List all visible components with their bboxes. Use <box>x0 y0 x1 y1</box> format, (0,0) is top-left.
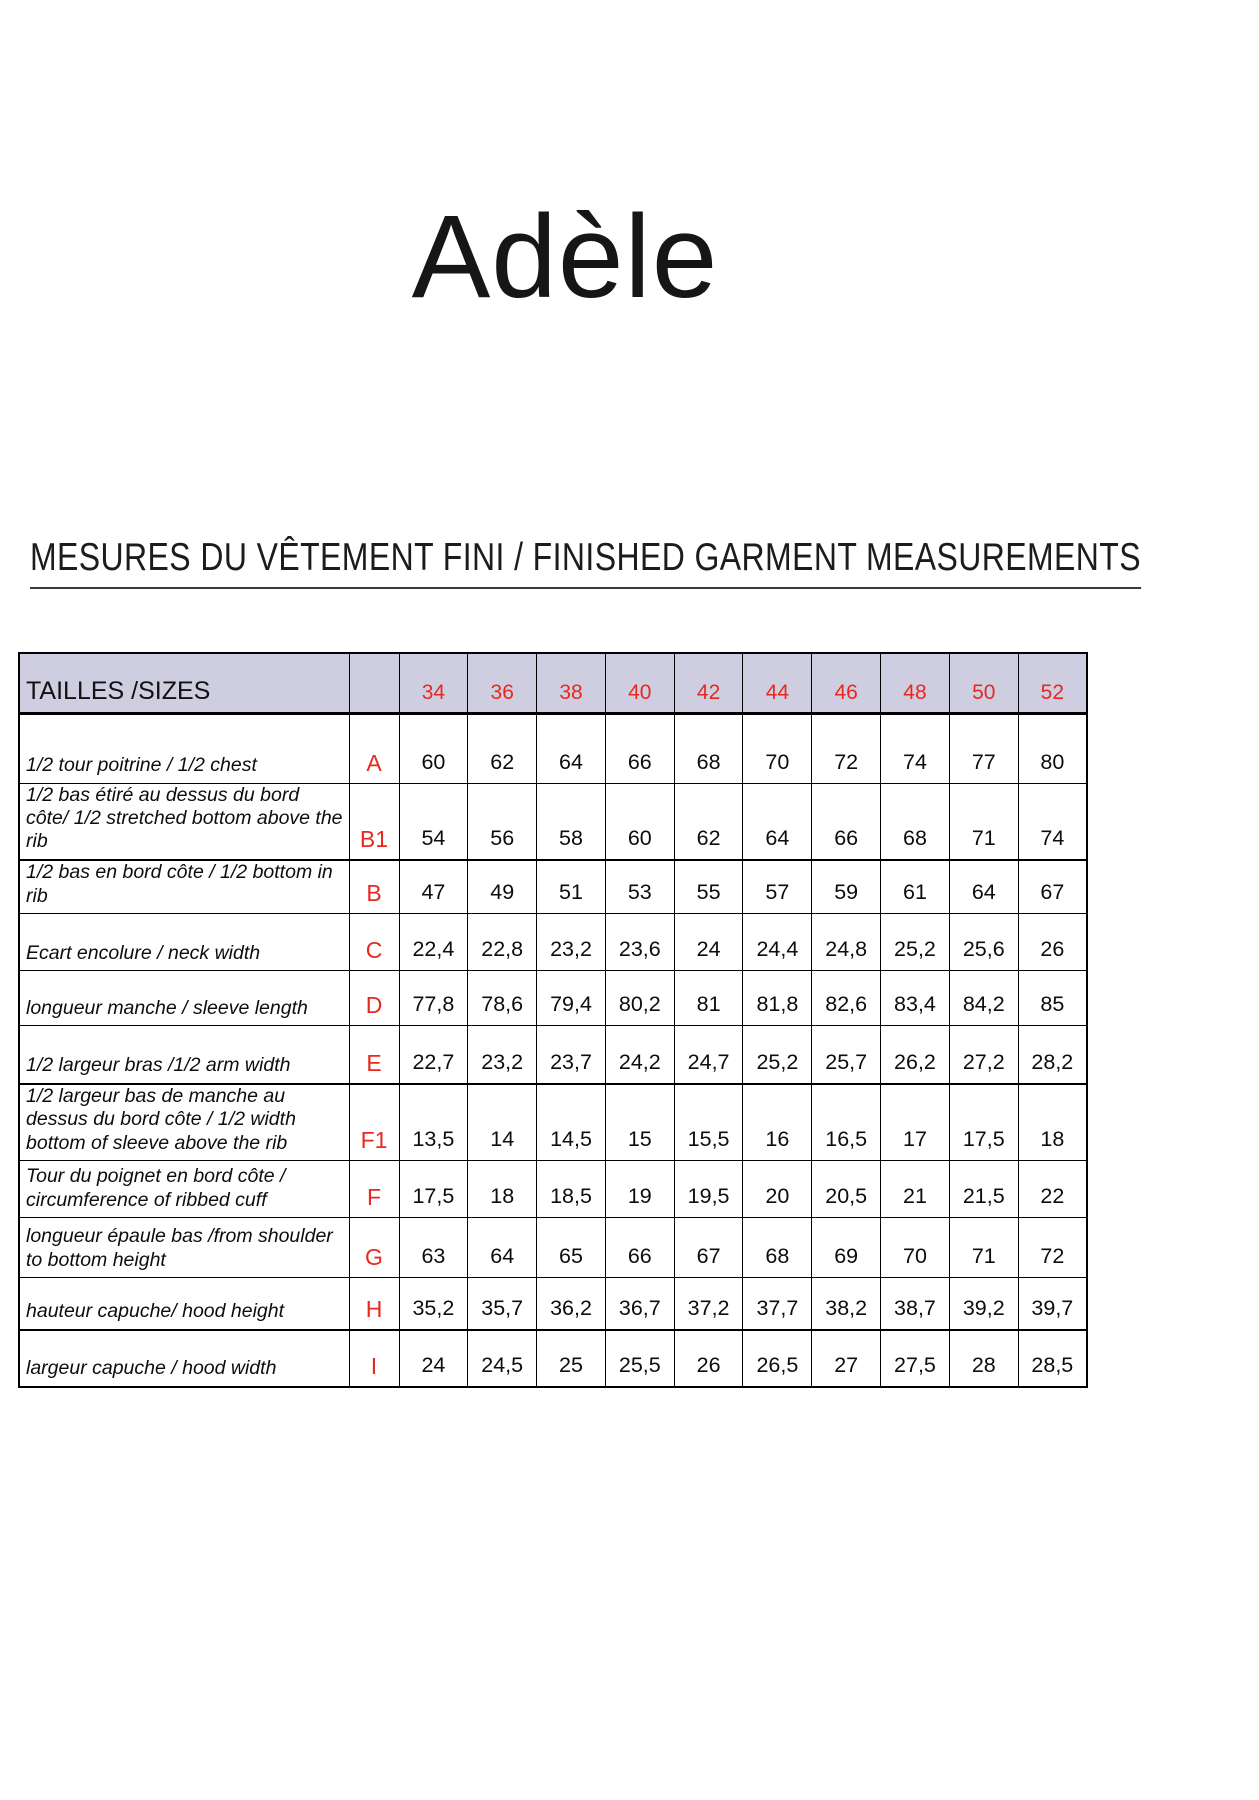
measurement-value: 24,4 <box>743 914 812 971</box>
size-header: 42 <box>674 653 743 713</box>
measurement-code: I <box>349 1330 399 1387</box>
measurement-value: 83,4 <box>881 971 950 1026</box>
measurement-value: 25,5 <box>605 1330 674 1387</box>
measurement-value: 17,5 <box>949 1084 1018 1161</box>
measurement-value: 64 <box>743 783 812 860</box>
section-heading <box>30 536 1259 589</box>
measurement-value: 71 <box>949 783 1018 860</box>
measurement-value: 65 <box>537 1218 606 1278</box>
measurement-value: 62 <box>674 783 743 860</box>
measurement-value: 70 <box>881 1218 950 1278</box>
measurement-value: 23,2 <box>537 914 606 971</box>
measurements-table <box>18 652 1088 1388</box>
measurement-value: 66 <box>812 783 881 860</box>
sizes-header-label: TAILLES /SIZES <box>19 653 349 713</box>
size-header: 36 <box>468 653 537 713</box>
size-header: 48 <box>881 653 950 713</box>
measurement-code: A <box>349 713 399 783</box>
measurement-code: B <box>349 860 399 914</box>
measurement-value: 22,7 <box>399 1026 468 1084</box>
measurement-label: longueur épaule bas /from shoulder to bottom height <box>19 1218 349 1278</box>
measurement-value: 28,2 <box>1018 1026 1087 1084</box>
measurement-value: 21,5 <box>949 1161 1018 1218</box>
measurement-value: 14,5 <box>537 1084 606 1161</box>
measurement-label: longueur manche / sleeve length <box>19 971 349 1026</box>
table-row <box>19 971 1087 1026</box>
measurement-value: 70 <box>743 713 812 783</box>
measurement-label: 1/2 bas en bord côte / 1/2 bottom in rib <box>19 860 349 914</box>
measurement-code: D <box>349 971 399 1026</box>
measurement-value: 60 <box>399 713 468 783</box>
size-header: 38 <box>537 653 606 713</box>
measurement-value: 66 <box>605 713 674 783</box>
measurement-value: 18,5 <box>537 1161 606 1218</box>
measurement-value: 22 <box>1018 1161 1087 1218</box>
size-header: 40 <box>605 653 674 713</box>
measurement-label: Tour du poignet en bord côte / circumference of ribbed cuff <box>19 1161 349 1218</box>
measurement-value: 25 <box>537 1330 606 1387</box>
measurement-value: 25,7 <box>812 1026 881 1084</box>
table-row <box>19 1218 1087 1278</box>
measurement-value: 67 <box>674 1218 743 1278</box>
measurement-value: 24 <box>399 1330 468 1387</box>
table-row <box>19 783 1087 860</box>
measurement-value: 68 <box>881 783 950 860</box>
measurement-code: C <box>349 914 399 971</box>
measurement-value: 35,7 <box>468 1278 537 1330</box>
code-header-cell <box>349 653 399 713</box>
measurement-value: 55 <box>674 860 743 914</box>
measurement-value: 80 <box>1018 713 1087 783</box>
measurement-value: 15,5 <box>674 1084 743 1161</box>
measurement-value: 13,5 <box>399 1084 468 1161</box>
table-row <box>19 1161 1087 1218</box>
measurement-value: 35,2 <box>399 1278 468 1330</box>
measurement-value: 47 <box>399 860 468 914</box>
measurement-value: 61 <box>881 860 950 914</box>
measurement-value: 26 <box>674 1330 743 1387</box>
measurement-value: 58 <box>537 783 606 860</box>
measurement-value: 23,7 <box>537 1026 606 1084</box>
measurement-value: 77 <box>949 713 1018 783</box>
measurement-label: 1/2 largeur bas de manche au dessus du bord côte / 1/2 width bottom of sleeve above the rib <box>19 1084 349 1161</box>
measurement-value: 66 <box>605 1218 674 1278</box>
measurement-value: 27 <box>812 1330 881 1387</box>
measurement-value: 72 <box>812 713 881 783</box>
measurement-label: 1/2 bas étiré au dessus du bord côte/ 1/2 stretched bottom above the rib <box>19 783 349 860</box>
measurement-value: 14 <box>468 1084 537 1161</box>
measurement-value: 26,5 <box>743 1330 812 1387</box>
measurement-code: F <box>349 1161 399 1218</box>
measurement-value: 36,2 <box>537 1278 606 1330</box>
measurement-value: 26,2 <box>881 1026 950 1084</box>
measurement-label: hauteur capuche/ hood height <box>19 1278 349 1330</box>
measurement-value: 25,2 <box>743 1026 812 1084</box>
measurement-value: 22,8 <box>468 914 537 971</box>
table-row <box>19 713 1087 783</box>
measurement-label: largeur capuche / hood width <box>19 1330 349 1387</box>
measurement-value: 68 <box>743 1218 812 1278</box>
measurement-value: 81 <box>674 971 743 1026</box>
measurement-value: 18 <box>1018 1084 1087 1161</box>
measurement-value: 64 <box>537 713 606 783</box>
measurement-value: 24,5 <box>468 1330 537 1387</box>
measurement-code: E <box>349 1026 399 1084</box>
size-header: 44 <box>743 653 812 713</box>
measurement-value: 74 <box>1018 783 1087 860</box>
measurement-value: 23,6 <box>605 914 674 971</box>
measurement-value: 79,4 <box>537 971 606 1026</box>
measurement-value: 37,7 <box>743 1278 812 1330</box>
measurement-value: 28,5 <box>1018 1330 1087 1387</box>
measurement-code: F1 <box>349 1084 399 1161</box>
measurement-value: 68 <box>674 713 743 783</box>
measurement-value: 26 <box>1018 914 1087 971</box>
measurement-value: 62 <box>468 713 537 783</box>
measurement-value: 63 <box>399 1218 468 1278</box>
measurement-value: 38,2 <box>812 1278 881 1330</box>
measurement-value: 17 <box>881 1084 950 1161</box>
measurement-value: 57 <box>743 860 812 914</box>
measurement-value: 23,2 <box>468 1026 537 1084</box>
measurement-value: 16,5 <box>812 1084 881 1161</box>
table-header-row <box>19 653 1087 713</box>
measurement-value: 28 <box>949 1330 1018 1387</box>
measurement-value: 60 <box>605 783 674 860</box>
measurement-value: 21 <box>881 1161 950 1218</box>
measurement-value: 16 <box>743 1084 812 1161</box>
measurement-value: 51 <box>537 860 606 914</box>
measurement-value: 39,7 <box>1018 1278 1087 1330</box>
measurement-value: 67 <box>1018 860 1087 914</box>
table-row <box>19 1026 1087 1084</box>
measurement-value: 54 <box>399 783 468 860</box>
measurement-label: 1/2 largeur bras /1/2 arm width <box>19 1026 349 1084</box>
table-row <box>19 1278 1087 1330</box>
measurement-value: 20 <box>743 1161 812 1218</box>
measurement-value: 27,5 <box>881 1330 950 1387</box>
measurement-value: 56 <box>468 783 537 860</box>
table-row <box>19 1330 1087 1387</box>
measurement-value: 80,2 <box>605 971 674 1026</box>
table-row <box>19 1084 1087 1161</box>
measurement-value: 84,2 <box>949 971 1018 1026</box>
measurement-value: 24,8 <box>812 914 881 971</box>
measurement-value: 17,5 <box>399 1161 468 1218</box>
measurement-value: 25,2 <box>881 914 950 971</box>
measurement-value: 53 <box>605 860 674 914</box>
measurement-code: H <box>349 1278 399 1330</box>
measurement-value: 37,2 <box>674 1278 743 1330</box>
measurement-value: 59 <box>812 860 881 914</box>
measurement-value: 18 <box>468 1161 537 1218</box>
measurement-value: 71 <box>949 1218 1018 1278</box>
measurement-value: 15 <box>605 1084 674 1161</box>
measurement-code: G <box>349 1218 399 1278</box>
size-header: 52 <box>1018 653 1087 713</box>
measurement-label: Ecart encolure / neck width <box>19 914 349 971</box>
measurement-value: 22,4 <box>399 914 468 971</box>
measurement-value: 19,5 <box>674 1161 743 1218</box>
measurement-value: 78,6 <box>468 971 537 1026</box>
measurement-value: 81,8 <box>743 971 812 1026</box>
measurement-value: 27,2 <box>949 1026 1018 1084</box>
measurement-value: 82,6 <box>812 971 881 1026</box>
measurement-value: 85 <box>1018 971 1087 1026</box>
measurement-value: 39,2 <box>949 1278 1018 1330</box>
size-header: 34 <box>399 653 468 713</box>
table-row <box>19 860 1087 914</box>
measurement-value: 19 <box>605 1161 674 1218</box>
measurement-value: 64 <box>468 1218 537 1278</box>
measurement-value: 69 <box>812 1218 881 1278</box>
section-heading-text: MESURES DU VÊTEMENT FINI / FINISHED GARMENT MEASUREMENTS <box>30 536 1141 589</box>
measurement-value: 24,7 <box>674 1026 743 1084</box>
measurement-value: 24,2 <box>605 1026 674 1084</box>
measurement-value: 36,7 <box>605 1278 674 1330</box>
measurement-value: 24 <box>674 914 743 971</box>
measurement-value: 38,7 <box>881 1278 950 1330</box>
table-row <box>19 914 1087 971</box>
size-header: 50 <box>949 653 1018 713</box>
pattern-title: Adèle <box>411 191 719 323</box>
measurement-value: 72 <box>1018 1218 1087 1278</box>
measurement-value: 20,5 <box>812 1161 881 1218</box>
measurement-value: 49 <box>468 860 537 914</box>
measurement-value: 74 <box>881 713 950 783</box>
measurement-label: 1/2 tour poitrine / 1/2 chest <box>19 713 349 783</box>
measurement-value: 64 <box>949 860 1018 914</box>
measurement-value: 77,8 <box>399 971 468 1026</box>
size-header: 46 <box>812 653 881 713</box>
measurement-code: B1 <box>349 783 399 860</box>
measurement-value: 25,6 <box>949 914 1018 971</box>
